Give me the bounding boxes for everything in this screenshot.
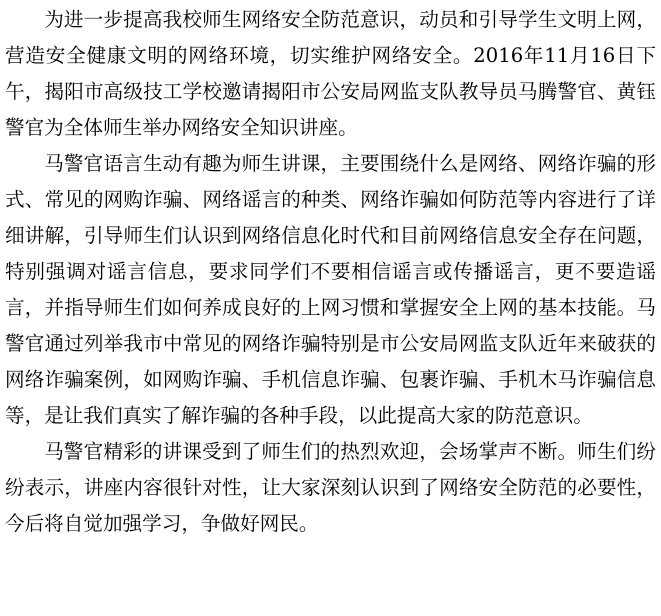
article-body bbox=[5, 0, 656, 542]
paragraph-conclusion: 马警官精彩的讲课受到了师生们的热烈欢迎，会场掌声不断。师生们纷纷表示，讲座内容很针对性，让大家深刻认识到了网络安全防范的必要性，今后将自觉加强学习，争做好网民。 bbox=[5, 440, 656, 535]
paragraph-intro: 为进一步提高我校师生网络安全防范意识，动员和引导学生文明上网，营造安全健康文明的网络环境，切实维护网络安全。2016年11月16日下午，揭阳市高级技工学校邀请揭阳市公安局网监支队教导员马腾警官、黄钰警官为全体师生举办网络安全知识讲座。 bbox=[5, 8, 656, 139]
paragraph-lecture-content: 马警官语言生动有趣为师生讲课，主要围绕什么是网络、网络诈骗的形式、常见的网购诈骗、网络谣言的种类、网络诈骗如何防范等内容进行了详细讲解，引导师生们认识到网络信息化时代和目前网络信息安全存在问题，特别强调对谣言信息，要求同学们不要相信谣言或传播谣言，更不要造谣言，并指导师生们如何养成良好的上网习惯和掌握安全上网的基本技能。马警官通过列举我市中常见的网络诈骗特别是市公安局网监支队近年来破获的网络诈骗案例，如网购诈骗、手机信息诈骗、包裹诈骗、手机木马诈骗信息等，是让我们真实了解诈骗的各种手段，以此提高大家的防范意识。 bbox=[5, 152, 656, 427]
